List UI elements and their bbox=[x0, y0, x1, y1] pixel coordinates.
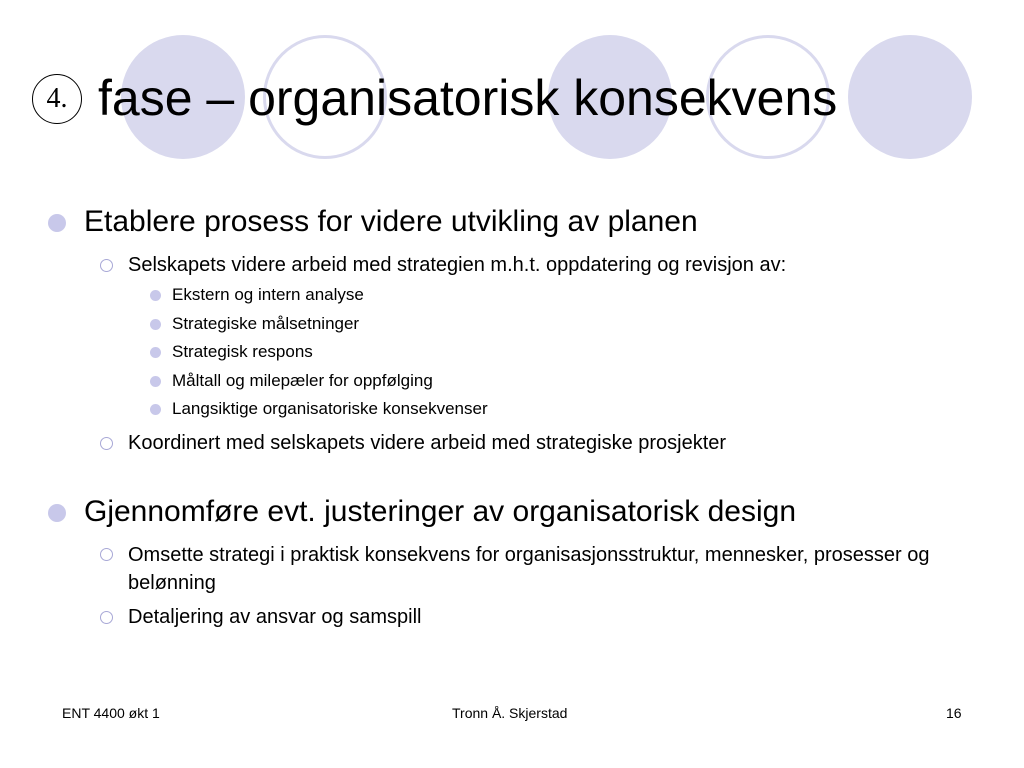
small-dot-icon bbox=[150, 347, 161, 358]
bullet-text: Gjennomføre evt. justeringer av organisatorisk design bbox=[84, 495, 797, 528]
subbullet-text: Detaljering av ansvar og samspill bbox=[128, 606, 422, 628]
footer-author: Tronn Å. Skjerstad bbox=[452, 705, 568, 721]
bullet-dot-icon bbox=[48, 214, 66, 232]
footer-course: ENT 4400 økt 1 bbox=[62, 705, 160, 721]
small-dot-icon bbox=[150, 404, 161, 415]
small-dot-icon bbox=[150, 319, 161, 330]
item-text: Måltall og milepæler for oppfølging bbox=[172, 371, 433, 390]
bullet-dot-icon bbox=[48, 504, 66, 522]
item-text: Strategiske målsetninger bbox=[172, 314, 360, 333]
small-dot-icon bbox=[150, 376, 161, 387]
subbullet-text: Selskapets videre arbeid med strategien m.h.t. oppdatering og revisjon av: bbox=[128, 254, 787, 276]
footer-page-number: 16 bbox=[946, 705, 962, 721]
item-text: Strategisk respons bbox=[172, 342, 313, 361]
small-dot-icon bbox=[150, 290, 161, 301]
bullet-text: Etablere prosess for videre utvikling av planen bbox=[84, 205, 698, 238]
page-title: fase – organisatorisk konsekvens bbox=[98, 70, 838, 126]
decor-circle-3 bbox=[848, 35, 972, 159]
item-text: Ekstern og intern analyse bbox=[172, 285, 364, 304]
subbullet-text: Omsette strategi i praktisk konsekvens for organisasjonsstruktur, mennesker, prosesser og belønning bbox=[128, 544, 930, 594]
subbullet-text: Koordinert med selskapets videre arbeid med strategiske prosjekter bbox=[128, 432, 727, 454]
ring-bullet-icon bbox=[100, 548, 113, 561]
ring-bullet-icon bbox=[100, 259, 113, 272]
item-text: Langsiktige organisatoriske konsekvenser bbox=[172, 399, 488, 418]
ring-bullet-icon bbox=[100, 611, 113, 624]
step-number-badge: 4. bbox=[32, 74, 82, 124]
ring-bullet-icon bbox=[100, 437, 113, 450]
